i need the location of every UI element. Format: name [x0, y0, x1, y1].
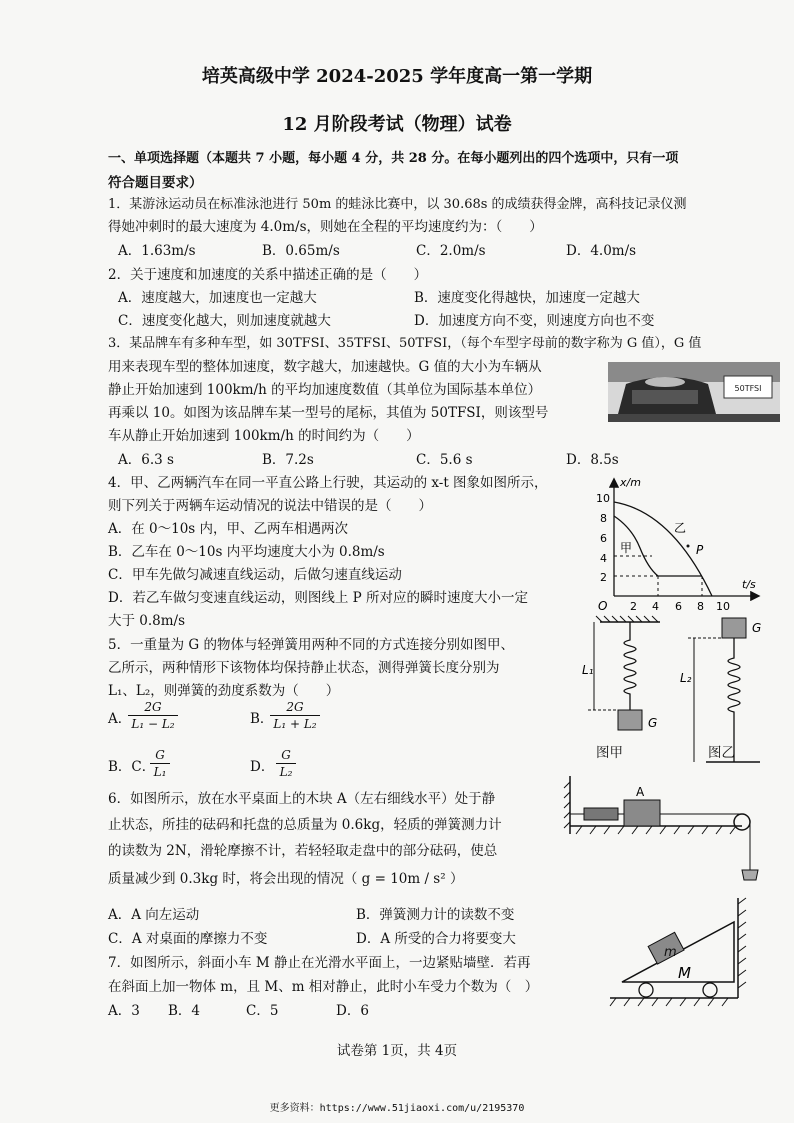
q1-option-d: D．4.0m/s	[566, 243, 637, 259]
pulley-figure	[562, 774, 772, 888]
question-1-text: 1．某游泳运动员在标准泳池进行 50m 的蛙泳比赛中，以 30.68s 的成绩获得金牌，高科技记录仪测	[108, 197, 687, 212]
question-4-text-cont: 则下列关于两辆车运动情况的说法中错误的是（ ）	[108, 498, 432, 514]
q2-option-b: B．速度变化得越快，加速度一定越大	[414, 290, 640, 306]
q7-option-b: B．4	[168, 1003, 201, 1019]
q4-option-c: C．甲车先做匀减速直线运动，后做匀速直线运动	[108, 567, 402, 583]
svg-text:2: 2	[600, 571, 607, 584]
q5-option-c-fraction: $\frac{G}{\text{L₁}}$	[150, 748, 170, 779]
q3-option-a: A．6.3 s	[118, 452, 174, 468]
question-3-text-2: 用来表现车型的整体加速度，数字越大，加速越快。G 值的大小为车辆从	[108, 359, 542, 375]
svg-text:m: m	[664, 945, 677, 960]
pulley	[734, 814, 750, 830]
fig-caption-yi: 图乙	[708, 745, 735, 761]
q4-option-d: D．若乙车做匀变速直线运动，则图线上 P 所对应的瞬时速度大小一定	[108, 590, 528, 606]
svg-text:4: 4	[652, 600, 659, 613]
svg-text:G: G	[648, 716, 658, 730]
svg-text:t/s: t/s	[742, 578, 756, 591]
question-7-text: 7．如图所示，斜面小车 M 静止在光滑水平面上，一边紧贴墙壁．若再	[108, 955, 531, 971]
fig-caption-jia: 图甲	[596, 745, 623, 761]
svg-text:A: A	[636, 785, 645, 799]
svg-text:8: 8	[600, 512, 607, 525]
q1-option-b: B．0.65m/s	[262, 243, 340, 259]
page-number: 试卷第 1页，共 4页	[336, 1043, 458, 1059]
q5-option-c-label: B．C．	[108, 759, 156, 775]
q7-option-d: D．6	[336, 1003, 369, 1019]
spring-scale	[584, 808, 618, 820]
q2-option-d: D．加速度方向不变，则速度方向也不变	[414, 313, 655, 329]
q5-option-d-label: D．	[250, 759, 275, 775]
q5-option-d-fraction: $\frac{G}{\text{L₂}}$	[276, 748, 296, 779]
question-4-text: 4．甲、乙两辆汽车在同一平直公路上行驶，其运动的 x-t 图象如图所示，	[108, 475, 548, 491]
svg-text:x/m: x/m	[620, 476, 641, 489]
car-badge-photo	[608, 362, 780, 422]
svg-text:6: 6	[600, 532, 607, 545]
q6-option-c: C．A 对桌面的摩擦力不变	[108, 931, 268, 947]
q5-option-b-label: B．	[250, 711, 274, 727]
svg-text:M: M	[678, 964, 691, 982]
section-heading-cont: 符合题目要求）	[108, 175, 203, 191]
tray	[742, 870, 758, 880]
q6-option-a: A．A 向左运动	[108, 907, 200, 923]
svg-text:50TFSI: 50TFSI	[734, 384, 762, 393]
svg-text:G: G	[752, 621, 762, 635]
q5-option-a-fraction: $\frac{2G}{\text{L₁ − L₂}}$	[128, 700, 178, 731]
point-p	[687, 545, 690, 548]
q1-option-c: C．2.0m/s	[416, 243, 486, 259]
incline-cart-figure	[606, 894, 756, 1012]
question-3-text-3: 静止开始加速到 100km/h 的平均加速度数值（其单位为国际基本单位）	[108, 382, 542, 398]
block-g-yi	[722, 618, 746, 638]
svg-text:L₁: L₁	[582, 663, 594, 677]
xt-graph	[592, 472, 768, 622]
q4-option-d-cont: 大于 0.8m/s	[108, 613, 186, 629]
q3-option-c: C．5.6 s	[416, 452, 473, 468]
svg-text:6: 6	[675, 600, 682, 613]
q2-option-a: A．速度越大，加速度也一定越大	[118, 290, 317, 306]
q3-option-d: D．8.5s	[566, 452, 619, 468]
q7-option-a: A．3	[108, 1003, 140, 1019]
question-3-text: 3．某品牌车有多种车型，如 30TFSI、35TFSI、50TFSI，（每个车型字母前的数字称为 G 值），G 值	[108, 336, 702, 351]
block-g-jia	[618, 710, 642, 730]
source-url: 更多资料：https://www.51jiaoxi.com/u/2195370	[269, 1103, 525, 1114]
question-1-text-cont: 得她冲刺时的最大速度为 4.0m/s，则她在全程的平均速度约为：（ ）	[108, 219, 543, 235]
q6-option-b: B．弹簧测力计的读数不变	[356, 907, 515, 923]
q1-option-a: A．1.63m/s	[118, 243, 196, 259]
question-3-text-4: 再乘以 10。如图为该品牌车某一型号的尾标，其值为 50TFSI，则该型号	[108, 405, 549, 421]
question-5-text: 5．一重量为 G 的物体与轻弹簧用两种不同的方式连接分别如图甲、	[108, 637, 514, 653]
svg-text:L₂: L₂	[680, 671, 692, 685]
q3-option-b: B．7.2s	[262, 452, 314, 468]
spring-jia	[624, 622, 636, 710]
q2-option-c: C．速度变化越大，则加速度就越大	[118, 313, 331, 329]
svg-text:8: 8	[697, 600, 704, 613]
q5-option-a-label: A．	[108, 711, 132, 727]
q5-option-b-fraction: $\frac{2G}{\text{L₁ + L₂}}$	[270, 700, 320, 731]
block-a	[624, 800, 660, 826]
question-2-text: 2．关于速度和加速度的关系中描述正确的是（ ）	[108, 267, 428, 283]
q4-option-b: B．乙车在 0～10s 内平均速度大小为 0.8m/s	[108, 544, 385, 560]
question-5-text-2: 乙所示，两种情形下该物体均保持静止状态，测得弹簧长度分别为	[108, 660, 500, 676]
exam-title-line1: 培英高级中学 2024-2025 学年度高一第一学期	[201, 66, 593, 87]
question-6-text-4: 质量减少到 0.3kg 时，将会出现的情况（ g = 10m / s² ）	[108, 871, 464, 887]
question-5-text-3: L₁、L₂，则弹簧的劲度系数为（ ）	[108, 683, 340, 699]
svg-text:P: P	[696, 543, 704, 557]
svg-text:2: 2	[630, 600, 637, 613]
q7-option-c: C．5	[246, 1003, 279, 1019]
question-3-text-5: 车从静止开始加速到 100km/h 的时间约为（ ）	[108, 428, 420, 444]
svg-text:10: 10	[716, 600, 730, 613]
q6-option-d: D．A 所受的合力将要变大	[356, 931, 516, 947]
question-7-text-cont: 在斜面上加一物体 m，且 M、m 相对静止，此时小车受力个数为（ ）	[108, 979, 539, 995]
svg-text:O: O	[598, 599, 608, 613]
question-6-text-2: 止状态，所挂的砝码和托盘的总质量为 0.6kg，轻质的弹簧测力计	[108, 817, 502, 833]
exam-title-line2: 12 月阶段考试（物理）试卷	[282, 114, 512, 135]
q4-option-a: A．在 0～10s 内，甲、乙两车相遇两次	[108, 521, 349, 537]
svg-text:4: 4	[600, 552, 607, 565]
question-6-text: 6．如图所示，放在水平桌面上的木块 A（左右细线水平）处于静	[108, 791, 496, 807]
svg-text:甲: 甲	[620, 541, 633, 555]
svg-text:乙: 乙	[674, 521, 687, 535]
section-heading: 一、单项选择题（本题共 7 小题，每小题 4 分，共 28 分。在每小题列出的四个选项中，只有一项	[108, 151, 679, 166]
svg-text:10: 10	[596, 492, 610, 505]
question-6-text-3: 的读数为 2N，滑轮摩擦不计，若轻轻取走盘中的部分砝码，使总	[108, 843, 498, 859]
